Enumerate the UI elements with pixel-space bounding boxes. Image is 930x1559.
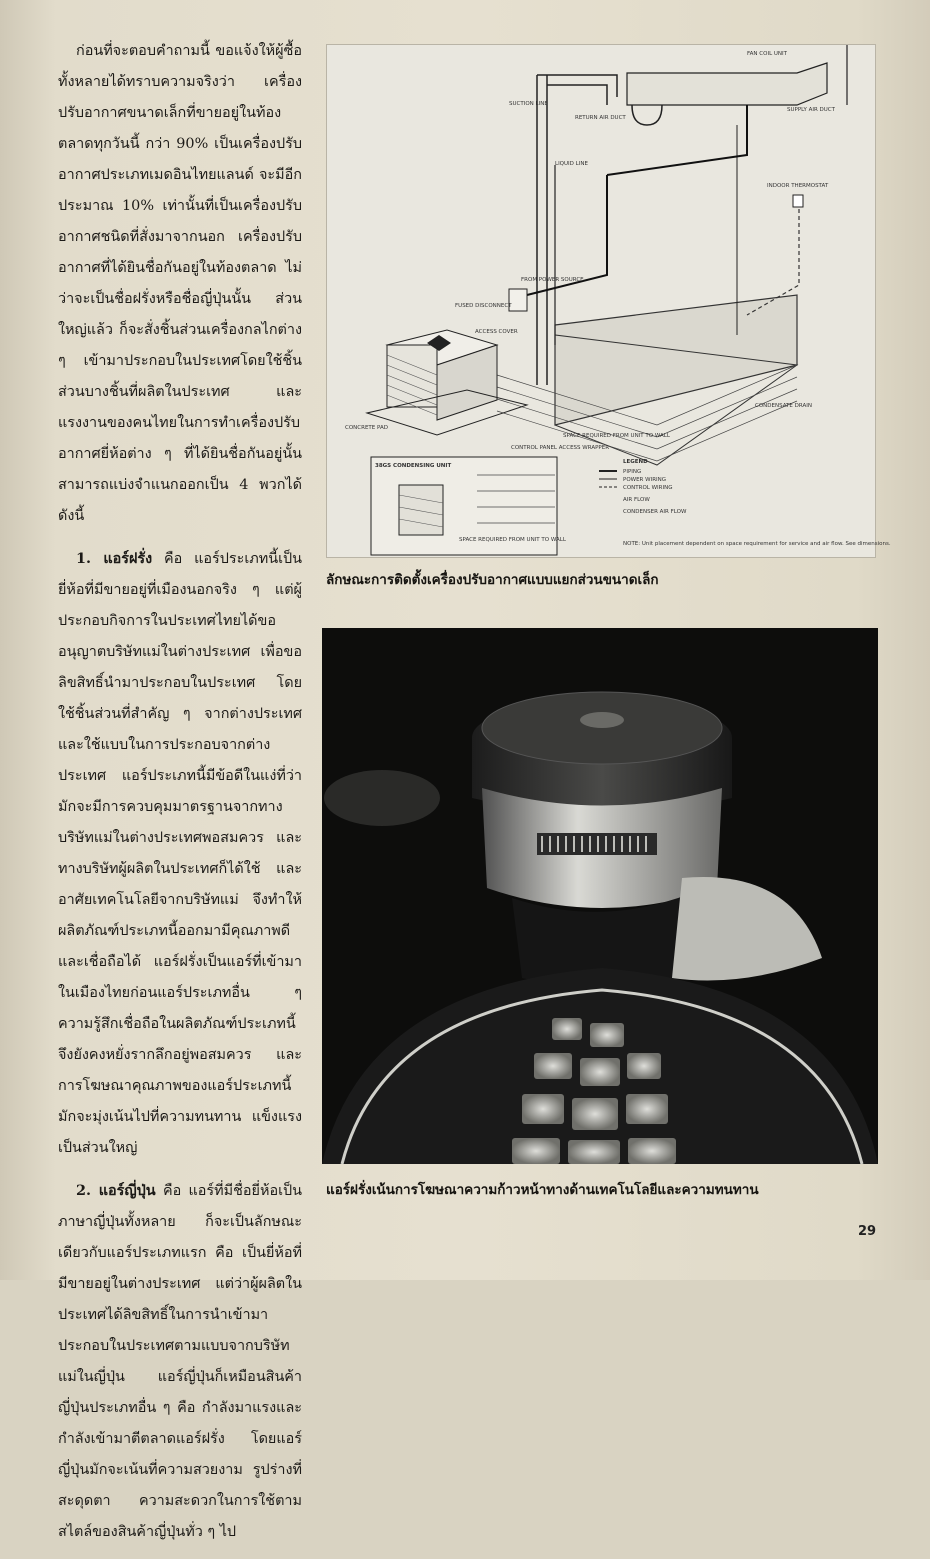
label-fan-coil: FAN COIL UNIT (747, 51, 788, 57)
label-supply-air: SUPPLY AIR DUCT (787, 107, 836, 113)
label-control: CONTROL PANEL ACCESS WRAPPER (511, 445, 610, 451)
section-1-body: คือ แอร์ประเภทนี้เป็นยี่ห้อที่มีขายอยู่ที่เมืองนอกจริง ๆ แต่ผู้ประกอบกิจการในประเทศไทยได้ขออนุญาตบริษัทแม่ในต่างประเทศ เพื่อขอลิขสิทธิ์นำมาประกอบในประเทศ โดยใช้ชิ้นส่วนที่สำคัญ ๆ จากต่างประเทศ และใช้แบบในการประกอบจากต่างประเทศ แอร์ประเภทนี้มีข้อดีในแง่ที่ว่า มักจะมีการควบคุมมาตรฐานจากทางบริษัทแม่ในต่างประเทศพอสมควร และทางบริษัทผู้ผลิตในประเทศก็ได้ใช้ และอาศัยเทคโนโลยีจากบริษัทแม่ จึงทำให้ผลิตภัณฑ์ประเภทนี้ออกมามีคุณภาพดี และเชื่อถือได้ แอร์ฝรั่งเป็นแอร์ที่เข้ามาในเมืองไทยก่อนแอร์ประเภทอื่น ๆ ความรู้สึกเชื่อถือในผลิตภัณฑ์ประเภทนี้จึงยังคงหยั่งรากลึกอยู่พอสมควร และการโฆษณาคุณภาพของแอร์ประเภทนี้มักจะมุ่งเน้นไปที่ความทนทาน แข็งแรงเป็นส่วนใหญ่ (58, 551, 302, 1156)
legend-piping: PIPING (623, 469, 642, 475)
legend-condenser: CONDENSER AIR FLOW (623, 509, 687, 515)
page-number: 29 (858, 1224, 877, 1239)
air-conditioner-photo (322, 628, 878, 1164)
label-suction: SUCTION LINE (509, 101, 548, 107)
section-1-paragraph (58, 543, 302, 1164)
installation-diagram (326, 44, 891, 558)
inset-title: 38GS CONDENSING UNIT (375, 463, 452, 469)
legend-airflow: AIR FLOW (623, 497, 650, 503)
section-2-heading: 2. แอร์ญี่ปุ่น (76, 1182, 156, 1199)
figure-1-caption: ลักษณะการติดตั้งเครื่องปรับอากาศแบบแยกส่วนขนาดเล็ก (326, 572, 659, 588)
label-condensate: CONDENSATE DRAIN (755, 403, 812, 409)
label-liquid: LIQUID LINE (555, 161, 588, 167)
legend-title: LEGEND (623, 459, 648, 465)
label-concrete: CONCRETE PAD (345, 425, 388, 431)
section-2-paragraph (58, 1175, 302, 1548)
legend-power: POWER WIRING (623, 477, 667, 483)
diagram-note: NOTE: Unit placement dependent on space requirement for service and air flow. See dimensions. (623, 541, 891, 547)
article-text-column (58, 36, 302, 1559)
label-return-air: RETURN AIR DUCT (575, 115, 626, 121)
section-1-heading: 1. แอร์ฝรั่ง (76, 550, 153, 567)
label-thermostat: INDOOR THERMOSTAT (767, 183, 829, 189)
legend-control: CONTROL WIRING (623, 485, 673, 491)
figure-2-caption: แอร์ฝรั่งเน้นการโฆษณาความก้าวหน้าทางด้านเทคโนโลยีและความทนทาน (326, 1182, 759, 1198)
section-2-body: คือ แอร์ที่มีชื่อยี่ห้อเป็นภาษาญี่ปุ่นทั้งหลาย ก็จะเป็นลักษณะเดียวกับแอร์ประเภทแรก คือ เป็นยี่ห้อที่มีขายอยู่ในต่างประเทศ แต่ว่าผู้ผลิตในประเทศได้ลิขสิทธิ์ในการนำเข้ามาประกอบในประเทศตามแบบจากบริษัทแม่ในญี่ปุ่น แอร์ญี่ปุ่นก็เหมือนสินค้าญี่ปุ่นประเภทอื่น ๆ คือ กำลังมาแรงและกำลังเข้ามาตีตลาดแอร์ฝรั่ง โดยแอร์ญี่ปุ่นมักจะเน้นที่ความสวยงาม รูปร่างที่สะดุดตา ความสะดวกในการใช้ตามสไตล์ของสินค้าญี่ปุ่นทั่ว ๆ ไป (58, 1183, 302, 1540)
intro-paragraph: ก่อนที่จะตอบคำถามนี้ ขอแจ้งให้ผู้ซื้อทั้งหลายได้ทราบความจริงว่า เครื่องปรับอากาศขนาดเล็กที่ขายอยู่ในท้องตลาดทุกวันนี้ กว่า 90% เป็นเครื่องปรับอากาศประเภทเมดอินไทยแลนด์ จะมีอีกประมาณ 10% เท่านั้นที่เป็นเครื่องปรับอากาศชนิดที่สั่งมาจากนอก เครื่องปรับอากาศที่ได้ยินชื่อกันอยู่ในท้องตลาด ไม่ว่าจะเป็นชื่อฝรั่งหรือชื่อญี่ปุ่นนั้น ส่วนใหญ่แล้ว ก็จะสั่งชิ้นส่วนเครื่องกลไกต่าง ๆ เข้ามาประกอบในประเทศโดยใช้ชิ้นส่วนบางชิ้นที่ผลิตในประเทศ และแรงงานของคนไทยในการทำเครื่องปรับอากาศยี่ห้อต่าง ๆ ที่ได้ยินชื่อกันอยู่นั้นสามารถแบ่งจำแนกออกเป็น 4 พวกได้ดังนี้ (58, 43, 302, 524)
label-access: ACCESS COVER (475, 329, 518, 335)
label-fused: FUSED DISCONNECT (455, 303, 512, 309)
label-space1: SPACE REQUIRED FROM UNIT TO WALL (563, 433, 670, 439)
label-power: FROM POWER SOURCE (521, 277, 584, 283)
label-space2: SPACE REQUIRED FROM UNIT TO WALL (459, 537, 566, 543)
